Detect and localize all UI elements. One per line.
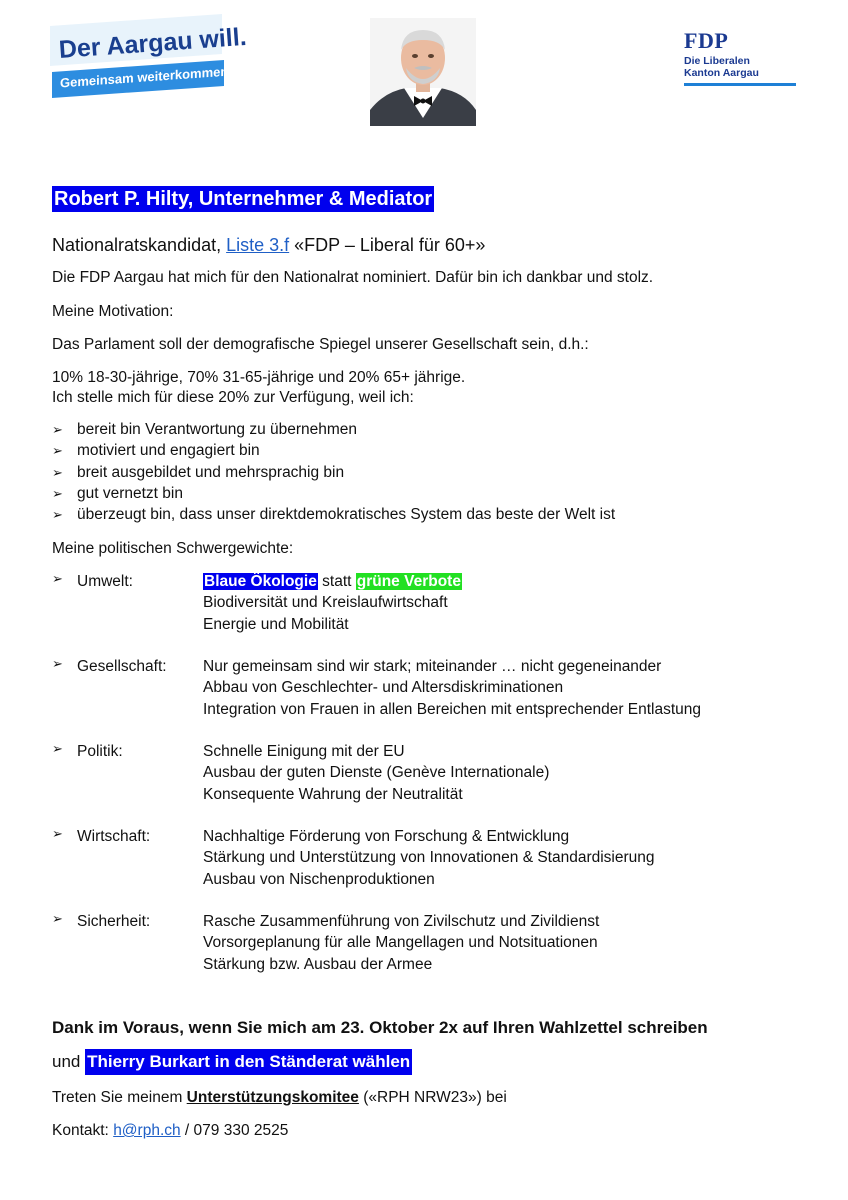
stats-line: 10% 18-30-jährige, 70% 31-65-jährige und 20% 65+ jährige. (52, 369, 466, 386)
topic-line: Rasche Zusammenführung von Zivilschutz und Zivildienst (203, 913, 600, 930)
arrow-bullet-icon: ➢ (52, 507, 63, 523)
committee-name: Unterstützungskomitee (186, 1089, 359, 1106)
logo-main-text: Der Aargau will. (58, 22, 248, 64)
blaue-oekologie-highlight: Blaue Ökologie (204, 573, 317, 590)
fdp-tagline-1: Die Liberalen (684, 55, 750, 67)
arrow-bullet-icon: ➢ (52, 443, 63, 459)
topic-label: Gesellschaft: (77, 658, 167, 675)
support-committee-text: Treten Sie meinem Unterstützungskomitee («RPH NRW23») bei (52, 1089, 507, 1106)
arrow-bullet-icon: ➢ (52, 911, 63, 926)
page-title: Robert P. Hilty, Unternehmer & Mediator (54, 188, 433, 210)
fdp-brand: FDP (684, 28, 729, 53)
gruene-verbote-highlight: grüne Verbote (356, 573, 461, 590)
parliament-text: Das Parlament soll der demografische Spiegel unserer Gesellschaft sein, d.h.: (52, 336, 589, 353)
candidate-subtitle (52, 234, 485, 256)
priorities-label: Meine politischen Schwergewichte: (52, 540, 294, 557)
subtitle-prefix: Nationalratskandidat, (52, 235, 227, 255)
arrow-bullet-icon: ➢ (52, 571, 63, 586)
topic-label: Politik: (77, 743, 123, 760)
arrow-bullet-icon: ➢ (52, 422, 63, 437)
topic-line: Integration von Frauen in allen Bereichen mit entsprechender Entlastung (203, 700, 702, 718)
fdp-logo (684, 30, 798, 90)
arrow-bullet-icon: ➢ (52, 741, 63, 756)
topic-line: Stärkung bzw. Ausbau der Armee (203, 955, 433, 973)
contact-line: Kontakt: h@rph.ch / 079 330 2525 (52, 1122, 289, 1139)
fdp-underline (684, 83, 796, 86)
fdp-tagline-2: Kanton Aargau (684, 67, 759, 79)
candidate-portrait (370, 18, 476, 126)
arrow-bullet-icon: ➢ (52, 826, 63, 841)
motivation-label: Meine Motivation: (52, 303, 174, 320)
staenderat-highlight: Thierry Burkart in den Ständerat wählen (85, 1049, 412, 1075)
topic-line: Nachhaltige Förderung von Forschung & Entwicklung (203, 828, 570, 845)
topic-line: Schnelle Einigung mit der EU (203, 743, 405, 760)
subtitle-suffix: «FDP – Liberal für 60+» (289, 235, 486, 255)
topic-label: Umwelt: (77, 573, 133, 590)
liste-link[interactable]: Liste 3.f (226, 235, 290, 255)
topic-line: Ausbau der guten Dienste (Genève Internationale) (203, 764, 550, 782)
staenderat-line: und Thierry Burkart in den Ständerat wählen (52, 1049, 412, 1075)
intro-text: Die FDP Aargau hat mich für den Nationalrat nominiert. Dafür bin ich dankbar und stolz. (52, 269, 654, 286)
stand-line: Ich stelle mich für diese 20% zur Verfügung, weil ich: (52, 389, 414, 406)
arrow-bullet-icon: ➢ (52, 485, 63, 501)
topic-label: Sicherheit: (77, 913, 151, 930)
topic-line: Vorsorgeplanung für alle Mangellagen und Notsituationen (203, 934, 598, 952)
arrow-bullet-icon: ➢ (52, 464, 63, 480)
topic-line: Konsequente Wahrung der Neutralität (203, 785, 463, 803)
arrow-bullet-icon: ➢ (52, 656, 63, 671)
topic-line: Stärkung und Unterstützung von Innovationen & Standardisierung (203, 849, 655, 867)
email-link[interactable]: h@rph.ch (113, 1122, 181, 1139)
topic-line: Abbau von Geschlechter- und Altersdiskriminationen (203, 679, 564, 697)
der-aargau-will-logo (50, 22, 248, 102)
topic-line: Nur gemeinsam sind wir stark; miteinander … nicht gegeneinander (203, 658, 662, 675)
logo-sub-text: Gemeinsam weiterkommen. (60, 63, 232, 91)
topic-line: Energie und Mobilität (203, 615, 349, 633)
topic-label: Wirtschaft: (77, 828, 151, 845)
thanks-text: Dank im Voraus, wenn Sie mich am 23. Oktober 2x auf Ihren Wahlzettel schreiben (52, 1018, 708, 1037)
topic-line: Ausbau von Nischenproduktionen (203, 870, 435, 888)
topic-line: Blaue Ökologie statt grüne Verbote (204, 573, 461, 590)
phone-number: / 079 330 2525 (180, 1122, 289, 1139)
topic-line: Biodiversität und Kreislaufwirtschaft (203, 594, 448, 612)
